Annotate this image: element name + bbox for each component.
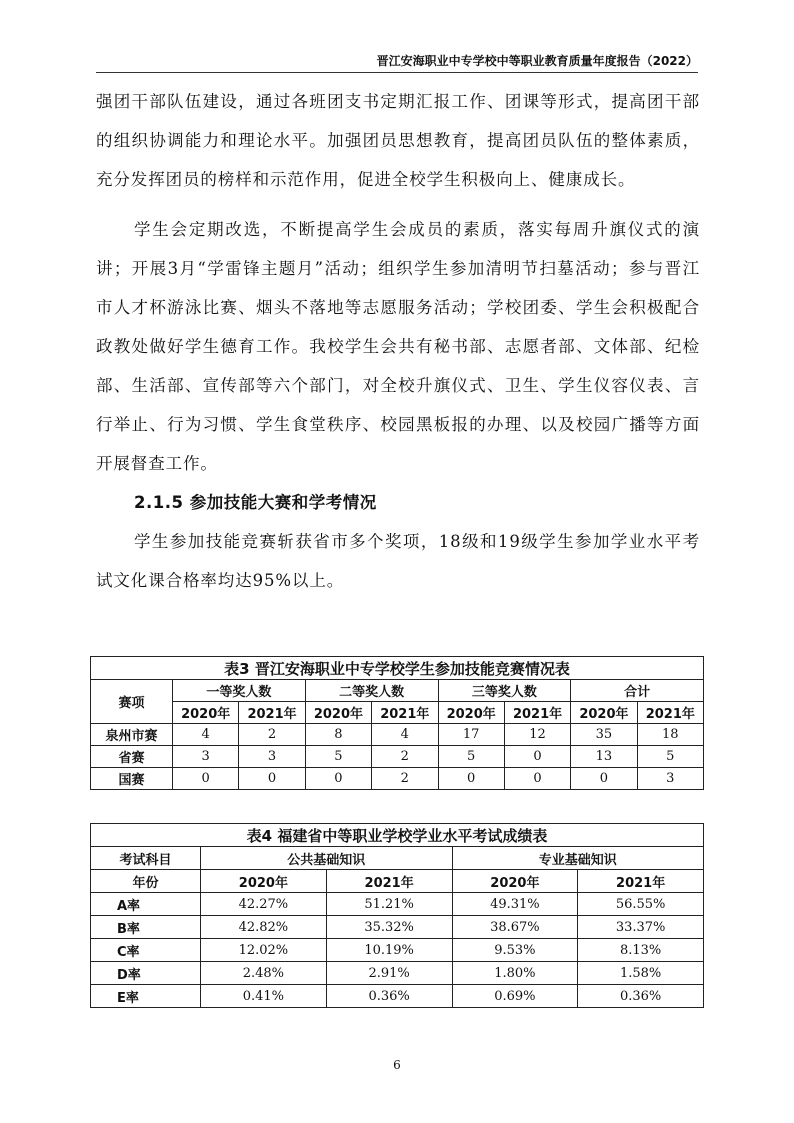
table4-year-header: 2021年 (578, 870, 704, 893)
section-paragraph: 学生参加技能竞赛斩获省市多个奖项，18级和19级学生参加学业水平考试文化课合格率均达95%以上。 (96, 532, 700, 590)
table3-group-header: 一等奖人数 (173, 680, 306, 702)
table4-cell: 38.67% (452, 916, 578, 939)
table3-cell: 12 (504, 724, 570, 746)
table3-cell: 35 (571, 724, 637, 746)
table3-cell: 2 (239, 724, 305, 746)
table3-cell: 17 (438, 724, 504, 746)
table3-cell: 0 (571, 768, 637, 790)
table4-cell: 9.53% (452, 939, 578, 962)
table-row (91, 916, 704, 939)
table3-cell: 18 (637, 724, 703, 746)
table4-year-header: 2020年 (201, 870, 327, 893)
table4-cell: 0.36% (326, 985, 452, 1008)
table3-cell: 3 (637, 768, 703, 790)
table-row (91, 985, 704, 1008)
table3-group-header: 二等奖人数 (305, 680, 438, 702)
table4-cell: 49.31% (452, 893, 578, 916)
table4-cell: 0.41% (201, 985, 327, 1008)
paragraph-student-union: 学生会定期改选，不断提高学生会成员的素质，落实每周升旗仪式的演讲；开展3月“学雷锋主题月”活动；组织学生参加清明节扫墓活动；参与晋江市人才杯游泳比赛、烟头不落地等志愿服务活动；学校团委、学生会积极配合政教处做好学生德育工作。我校学生会共有秘书部、志愿者部、文体部、纪检部、生活部、宣传部等六个部门，对全校升旗仪式、卫生、学生仪容仪表、言行举止、行为习惯、学生食堂秩序、校园黑板报的办理、以及校园广播等方面开展督查工作。 (96, 220, 700, 473)
skills-competition-table (90, 656, 704, 790)
table3-cell: 8 (305, 724, 371, 746)
table4-cell: 51.21% (326, 893, 452, 916)
table3-cell: 5 (305, 746, 371, 768)
table3-cell: 13 (571, 746, 637, 768)
table4-subject-header: 考试科目 (91, 847, 201, 870)
table-row (91, 962, 704, 985)
table3-cell: 0 (173, 768, 239, 790)
table4-title: 表4 福建省中等职业学校学业水平考试成绩表 (91, 824, 704, 847)
page-number: 6 (393, 1058, 401, 1072)
table4-cell: 8.13% (578, 939, 704, 962)
table3-year-header: 2021年 (637, 702, 703, 724)
table3-cell: 0 (504, 746, 570, 768)
table3-cell: 0 (239, 768, 305, 790)
table-row (91, 893, 704, 916)
table4-cell: 2.91% (326, 962, 452, 985)
table3-cell: 2 (372, 768, 438, 790)
section-heading: 2.1.5 参加技能大赛和学考情况 (134, 493, 377, 512)
table3-cell: 0 (305, 768, 371, 790)
table3-cell: 4 (372, 724, 438, 746)
body-text (96, 82, 700, 600)
table4-row-label: A率 (91, 893, 201, 916)
table4-row-label: D率 (91, 962, 201, 985)
proficiency-exam-table (90, 823, 704, 1008)
table3-year-header: 2021年 (504, 702, 570, 724)
table4-year-header: 2021年 (326, 870, 452, 893)
table3-row-label: 国赛 (91, 768, 173, 790)
table4-cell: 42.27% (201, 893, 327, 916)
table3-year-header: 2020年 (438, 702, 504, 724)
table4-cell: 35.32% (326, 916, 452, 939)
table4-cell: 33.37% (578, 916, 704, 939)
table4-year-label: 年份 (91, 870, 201, 893)
table4-cell: 1.58% (578, 962, 704, 985)
table3-group-header: 合计 (571, 680, 704, 702)
table3-cell: 0 (438, 768, 504, 790)
table4-year-header: 2020年 (452, 870, 578, 893)
table4-group-header: 公共基础知识 (201, 847, 453, 870)
table4-cell: 1.80% (452, 962, 578, 985)
table-row (91, 746, 704, 768)
table3-cell: 5 (637, 746, 703, 768)
table-row (91, 768, 704, 790)
paragraph-league-cadres: 强团干部队伍建设，通过各班团支书定期汇报工作、团课等形式，提高团干部的组织协调能力和理论水平。加强团员思想教育，提高团员队伍的整体素质，充分发挥团员的榜样和示范作用，促进全校学生积极向上、健康成长。 (96, 92, 700, 189)
table3-year-header: 2020年 (173, 702, 239, 724)
table-row (91, 724, 704, 746)
table4-row-label: B率 (91, 916, 201, 939)
table3-cell: 3 (173, 746, 239, 768)
table3-title: 表3 晋江安海职业中专学校学生参加技能竞赛情况表 (91, 657, 704, 680)
table3-row-header: 赛项 (91, 680, 173, 724)
table3-year-header: 2020年 (305, 702, 371, 724)
table3-cell: 4 (173, 724, 239, 746)
table4-cell: 42.82% (201, 916, 327, 939)
table4-cell: 10.19% (326, 939, 452, 962)
table3-group-header: 三等奖人数 (438, 680, 571, 702)
table4-cell: 2.48% (201, 962, 327, 985)
header-divider (96, 72, 698, 73)
table4-cell: 0.36% (578, 985, 704, 1008)
table4-row-label: C率 (91, 939, 201, 962)
table3-cell: 5 (438, 746, 504, 768)
table3-year-header: 2020年 (571, 702, 637, 724)
report-header-title: 晋江安海职业中专学校中等职业教育质量年度报告（2022） (376, 54, 698, 68)
table3-year-header: 2021年 (372, 702, 438, 724)
table4-cell: 56.55% (578, 893, 704, 916)
table3-row-label: 泉州市赛 (91, 724, 173, 746)
table4-group-header: 专业基础知识 (452, 847, 704, 870)
table3-row-label: 省赛 (91, 746, 173, 768)
table4-row-label: E率 (91, 985, 201, 1008)
table-row (91, 939, 704, 962)
table3-cell: 2 (372, 746, 438, 768)
table3-year-header: 2021年 (239, 702, 305, 724)
table4-cell: 0.69% (452, 985, 578, 1008)
table3-cell: 3 (239, 746, 305, 768)
table3-cell: 0 (504, 768, 570, 790)
table4-cell: 12.02% (201, 939, 327, 962)
